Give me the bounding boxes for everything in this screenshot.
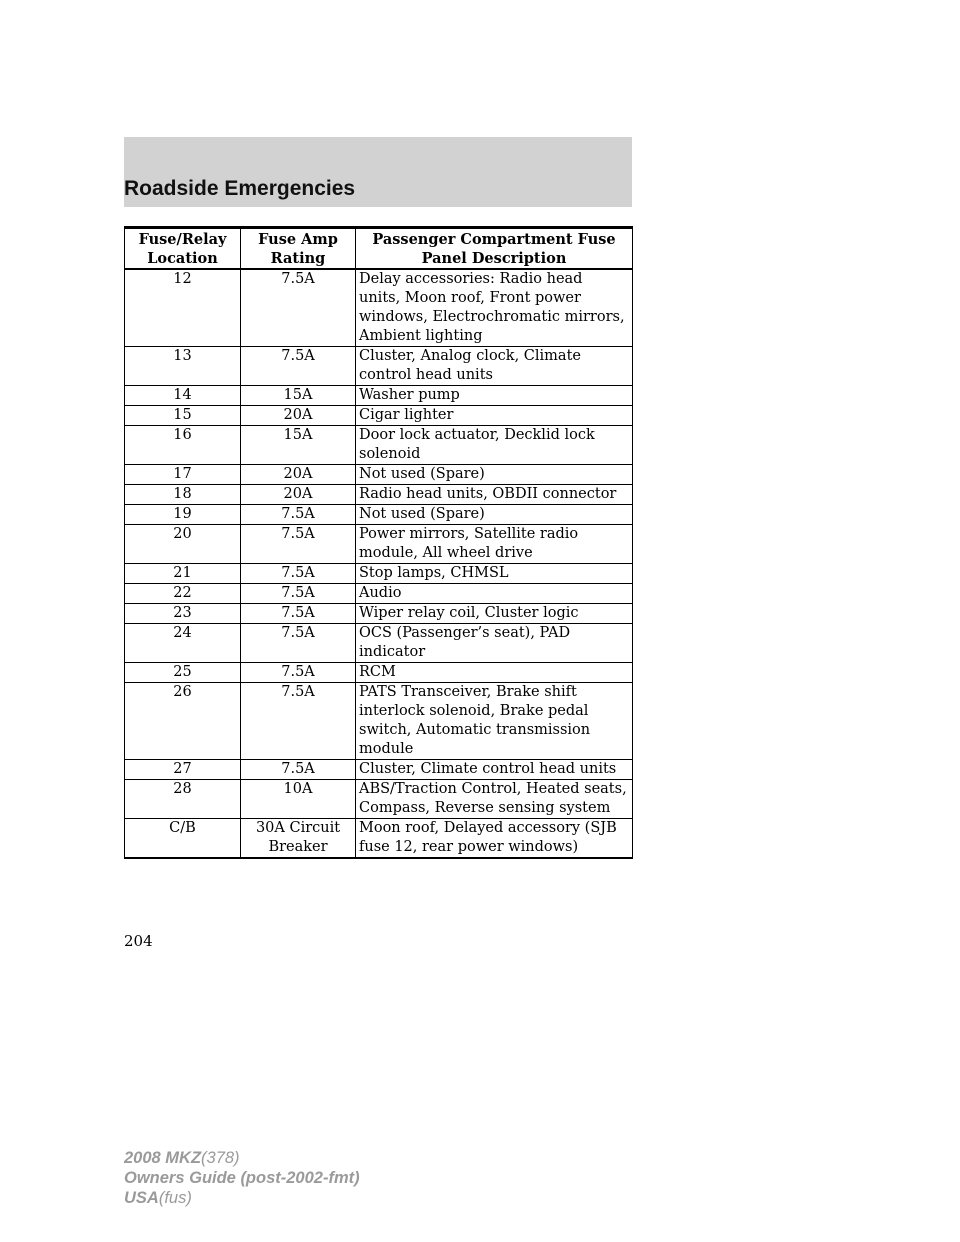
cell-rating: 15A xyxy=(241,386,356,406)
cell-rating: 7.5A xyxy=(241,683,356,760)
cell-description: Power mirrors, Satellite radio module, All wheel drive xyxy=(356,525,633,564)
fuse-table xyxy=(124,226,633,859)
cell-rating: 7.5A xyxy=(241,624,356,663)
cell-rating: 20A xyxy=(241,465,356,485)
cell-description: Washer pump xyxy=(356,386,633,406)
table-row xyxy=(125,584,633,604)
document-footer xyxy=(124,1148,360,1208)
table-row xyxy=(125,780,633,819)
cell-rating: 30A Circuit Breaker xyxy=(241,819,356,859)
cell-rating: 7.5A xyxy=(241,604,356,624)
table-row xyxy=(125,406,633,426)
footer-market-code: (fus) xyxy=(158,1189,192,1207)
cell-description: Moon roof, Delayed accessory (SJB fuse 12, rear power windows) xyxy=(356,819,633,859)
table-row xyxy=(125,505,633,525)
cell-location: 28 xyxy=(125,780,241,819)
column-header-description: Passenger Compartment Fuse Panel Description xyxy=(356,228,633,270)
cell-rating: 15A xyxy=(241,426,356,465)
table-row xyxy=(125,663,633,683)
cell-rating: 20A xyxy=(241,485,356,505)
cell-description: Cluster, Analog clock, Climate control head units xyxy=(356,347,633,386)
table-row xyxy=(125,465,633,485)
cell-location: 22 xyxy=(125,584,241,604)
cell-location: 23 xyxy=(125,604,241,624)
cell-location: 27 xyxy=(125,760,241,780)
cell-description: OCS (Passenger’s seat), PAD indicator xyxy=(356,624,633,663)
cell-rating: 7.5A xyxy=(241,525,356,564)
cell-rating: 7.5A xyxy=(241,663,356,683)
cell-description: Cigar lighter xyxy=(356,406,633,426)
cell-location: 24 xyxy=(125,624,241,663)
cell-location: 12 xyxy=(125,269,241,347)
cell-location: 13 xyxy=(125,347,241,386)
table-header-row xyxy=(125,228,633,270)
cell-description: Door lock actuator, Decklid lock solenoid xyxy=(356,426,633,465)
column-header-rating: Fuse Amp Rating xyxy=(241,228,356,270)
table-row xyxy=(125,426,633,465)
table-row xyxy=(125,564,633,584)
cell-rating: 7.5A xyxy=(241,584,356,604)
cell-description: Delay accessories: Radio head units, Moon roof, Front power windows, Electrochromatic mirrors, Ambient lighting xyxy=(356,269,633,347)
footer-line-guide xyxy=(124,1168,360,1188)
footer-line-model xyxy=(124,1148,360,1168)
table-row xyxy=(125,525,633,564)
table-row xyxy=(125,269,633,347)
cell-rating: 7.5A xyxy=(241,760,356,780)
footer-model-code: (378) xyxy=(201,1149,240,1167)
table-row xyxy=(125,386,633,406)
cell-rating: 10A xyxy=(241,780,356,819)
section-title: Roadside Emergencies xyxy=(124,177,356,200)
cell-description: ABS/Traction Control, Heated seats, Compass, Reverse sensing system xyxy=(356,780,633,819)
cell-location: 25 xyxy=(125,663,241,683)
table-body xyxy=(125,269,633,858)
cell-location: C/B xyxy=(125,819,241,859)
cell-rating: 7.5A xyxy=(241,347,356,386)
section-header xyxy=(124,137,632,207)
cell-location: 19 xyxy=(125,505,241,525)
cell-description: Audio xyxy=(356,584,633,604)
table-row xyxy=(125,347,633,386)
cell-description: Stop lamps, CHMSL xyxy=(356,564,633,584)
cell-description: Not used (Spare) xyxy=(356,505,633,525)
cell-location: 18 xyxy=(125,485,241,505)
footer-market: USA xyxy=(124,1189,159,1207)
cell-description: RCM xyxy=(356,663,633,683)
cell-description: Not used (Spare) xyxy=(356,465,633,485)
page-number: 204 xyxy=(124,932,153,950)
cell-rating: 7.5A xyxy=(241,505,356,525)
cell-description: PATS Transceiver, Brake shift interlock solenoid, Brake pedal switch, Automatic transmission module xyxy=(356,683,633,760)
cell-location: 20 xyxy=(125,525,241,564)
cell-location: 17 xyxy=(125,465,241,485)
table-row xyxy=(125,624,633,663)
cell-description: Cluster, Climate control head units xyxy=(356,760,633,780)
table-row xyxy=(125,485,633,505)
cell-rating: 20A xyxy=(241,406,356,426)
footer-line-market xyxy=(124,1188,360,1208)
cell-rating: 7.5A xyxy=(241,269,356,347)
table-row xyxy=(125,604,633,624)
table-row xyxy=(125,819,633,859)
footer-guide: Owners Guide (post-2002-fmt) xyxy=(124,1169,360,1187)
cell-rating: 7.5A xyxy=(241,564,356,584)
cell-description: Wiper relay coil, Cluster logic xyxy=(356,604,633,624)
footer-model: 2008 MKZ xyxy=(124,1149,202,1167)
cell-description: Radio head units, OBDII connector xyxy=(356,485,633,505)
table-row xyxy=(125,760,633,780)
column-header-location: Fuse/Relay Location xyxy=(125,228,241,270)
cell-location: 21 xyxy=(125,564,241,584)
cell-location: 16 xyxy=(125,426,241,465)
cell-location: 15 xyxy=(125,406,241,426)
cell-location: 26 xyxy=(125,683,241,760)
table-row xyxy=(125,683,633,760)
cell-location: 14 xyxy=(125,386,241,406)
